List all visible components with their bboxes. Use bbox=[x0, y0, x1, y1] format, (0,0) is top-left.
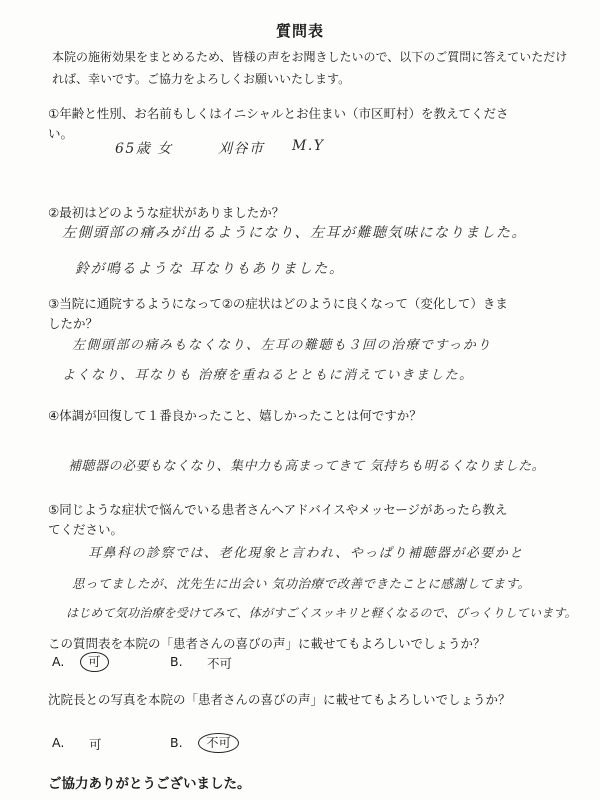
question-2: ②最初はどのような症状がありましたか？ bbox=[48, 205, 285, 220]
consent-2-question: 沈院長との写真を本院の「患者さんの喜びの声」に載せてもよろしいでしょうか？ bbox=[48, 692, 511, 707]
answer-4-line: 補聴器の必要もなくなり、集中力も高まってきて 気持ちも明るくなりました。 bbox=[68, 459, 546, 474]
page-title: 質問表 bbox=[275, 22, 324, 40]
consent-1-option-b-label: B. bbox=[170, 654, 183, 669]
consent-1-option-b[interactable]: 不可 bbox=[207, 656, 233, 671]
consent-2-option-b-label: B. bbox=[170, 735, 183, 750]
answer-3-line: よくなり、耳なりも 治療を重ねるとともに消えていきました。 bbox=[62, 368, 474, 383]
consent-1-option-a[interactable] bbox=[80, 652, 109, 672]
answer-5-line: はじめて気功治療を受けてみて、体がすごくスッキリと軽くなるので、びっくりしています。 bbox=[66, 606, 577, 620]
answer-2-line: 鈴が鳴るような 耳なりもありました。 bbox=[75, 261, 345, 277]
consent-2-option-a-label: A. bbox=[52, 735, 65, 750]
consent-2-option-b[interactable] bbox=[198, 733, 239, 753]
consent-2-option-b-value: 不可 bbox=[198, 733, 239, 753]
question-5: ⑤同じような症状で悩んでいる患者さんへアドバイスやメッセージがあったら教えてください。 bbox=[48, 502, 508, 537]
answer-5-line: 耳鼻科の診察では、老化現象と言われ、やっぱり補聴器が必要かと bbox=[88, 546, 524, 561]
answer-5-line: 思ってましたが、沈先生に出会い 気功治療で改善できたことに感謝してます。 bbox=[72, 576, 531, 591]
consent-1-option-a-value: 可 bbox=[80, 652, 109, 672]
consent-1-option-a-label: A. bbox=[52, 654, 65, 669]
answer-2-line: 左側頭部の痛みが出るようになり、左耳が難聴気味になりました。 bbox=[62, 225, 527, 241]
question-3: ③当院に通院するようになって②の症状はどのように良くなって（変化して）きましたか？ bbox=[48, 296, 508, 331]
intro-text: 本院の施術効果をまとめるため、皆様の声をお聞きしたいので、以下のご質問に答えていただければ、幸いです。ご協力をよろしくお願いいたします。 bbox=[52, 50, 568, 86]
consent-2-option-a[interactable]: 可 bbox=[89, 737, 102, 752]
consent-1-question: この質問表を本院の「患者さんの喜びの声」に載せてもよろしいでしょうか？ bbox=[48, 636, 486, 651]
answer-1-initials: M.Y bbox=[292, 138, 325, 154]
closing-text: ご協力ありがとうございました。 bbox=[48, 776, 251, 792]
question-4: ④体調が回復して１番良かったこと、嬉しかったことは何ですか？ bbox=[48, 408, 422, 423]
answer-3-line: 左側頭部の痛みもなくなり、左耳の難聴も３回の治療ですっかり bbox=[72, 338, 492, 353]
answer-1-city: 刈谷市 bbox=[218, 141, 265, 157]
question-1: ①年齢と性別、お名前もしくはイニシャルとお住まい（市区町村）を教えてください。 bbox=[48, 106, 509, 141]
answer-1-age: 65歳 女 bbox=[115, 141, 173, 157]
